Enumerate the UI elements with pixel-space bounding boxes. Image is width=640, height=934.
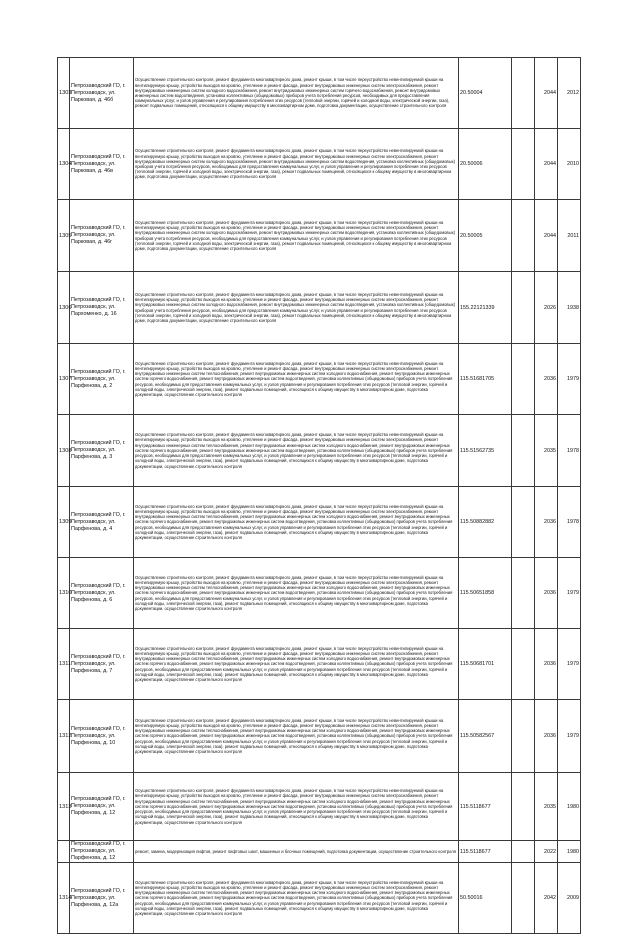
table-row (58, 863, 581, 934)
works-cell: Осуществление строительного контроля, ремонт фундамента многоквартирного дома, ремонт крыши, в том числе переустройство невентилируемой крыши на вентилируемую крышу, устройство выходов на кровлю, утепление и ремонт фасада, ремонт внутридомовых инженерных систем электроснабжения, ремонт внутридомовых инженерных систем теплоснабжения, ремонт внутридомовых инженерных систем холодного водоснабжения, ремонт внутридомовых инженерных систем горячего водоснабжения, ремонт внутридомовых инженерных систем водоотведения, установка коллективных (общедомовых) приборов учета потребления ресурсов, необходимых для предоставления коммунальных услуг, и узлов управления и регулирования потребления этих ресурсов (тепловой энергии, горячей и холодной воды, электрической энергии, газа), ремонт подвальных помещений, относящихся к общему имуществу в многоквартирном доме, подготовка документации, осуществление строительного контроля (134, 773, 459, 841)
area-cell: 115.50681701 (459, 629, 512, 700)
address-cell: Петрозаводский ГО, г. Петрозаводск, ул. Парфенова, д. 4 (70, 487, 134, 558)
build-year-cell: 1980 (558, 841, 581, 863)
register-table (57, 57, 581, 934)
row-number: 1310 (58, 558, 70, 629)
address-cell: Петрозаводский ГО, г. Петрозаводск, ул. Парфенова, д. 2 (70, 344, 134, 415)
area-cell: 115.50582567 (459, 700, 512, 773)
planned-year-cell: 2035 (535, 415, 558, 487)
area-cell: 155.22121339 (459, 272, 512, 344)
table-row (58, 415, 581, 487)
address-cell: Петрозаводский ГО, г. Петрозаводск, ул. Парфенова, д. 7 (70, 629, 134, 700)
area-cell: 20.50005 (459, 200, 512, 272)
address-cell: Петрозаводский ГО, г. Петрозаводск, ул. Парфенова, д. 10 (70, 700, 134, 773)
row-number (58, 841, 70, 863)
address-cell: Петрозаводский ГО, г. Петрозаводск, ул. Парфенова, д. 3 (70, 415, 134, 487)
works-cell: ремонт, замена, модернизация лифтов, ремонт лифтовых шахт, машинных и блочных помещений, подготовка документации, осуществление строительного контроля (134, 841, 459, 863)
planned-year-cell: 2035 (535, 773, 558, 841)
row-number: 1313 (58, 773, 70, 841)
table-row (58, 272, 581, 344)
planned-year-cell: 2036 (535, 558, 558, 629)
table-row (58, 129, 581, 200)
planned-year-cell: 2036 (535, 344, 558, 415)
planned-year-cell: 2044 (535, 200, 558, 272)
address-cell: Петрозаводский ГО, г. Петрозаводск, ул. Парфенова, д. 12а (70, 863, 134, 934)
empty-cell (512, 344, 535, 415)
works-cell: Осуществление строительного контроля, ремонт фундамента многоквартирного дома, ремонт крыши, в том числе переустройство невентилируемой крыши на вентилируемую крышу, устройство выходов на кровлю, утепление и ремонт фасада, ремонт внутридомовых инженерных систем электроснабжения, ремонт внутридомовых инженерных систем холодного водоснабжения, ремонт внутридомовых инженерных систем водоотведения, установка коллективных (общедомовых) приборов учета потребления ресурсов, необходимых для предоставления коммунальных услуг, и узлов управления и регулирования потребления этих ресурсов (тепловой энергии, горячей и холодной воды, электрической энергии, газа), ремонт подвальных помещений, относящихся к общему имуществу в многоквартирном доме, подготовка документации, осуществление строительного контроля (134, 272, 459, 344)
build-year-cell: 1980 (558, 773, 581, 841)
row-number: 1309 (58, 487, 70, 558)
table-row (58, 841, 581, 863)
works-cell: Осуществление строительного контроля, ремонт фундамента многоквартирного дома, ремонт крыши, в том числе переустройство невентилируемой крыши на вентилируемую крышу, устройство выходов на кровлю, утепление и ремонт фасада, ремонт внутридомовых инженерных систем электроснабжения, ремонт внутридомовых инженерных систем теплоснабжения, ремонт внутридомовых инженерных систем холодного водоснабжения, ремонт внутридомовых инженерных систем горячего водоснабжения, ремонт внутридомовых инженерных систем водоотведения, установка коллективных (общедомовых) приборов учета потребления ресурсов, необходимых для предоставления коммунальных услуг, и узлов управления и регулирования потребления этих ресурсов (тепловой энергии, горячей и холодной воды, электрической энергии, газа), ремонт подвальных помещений, относящихся к общему имуществу в многоквартирном доме, подготовка документации, осуществление строительного контроля (134, 487, 459, 558)
works-cell: Осуществление строительного контроля, ремонт фундамента многоквартирного дома, ремонт крыши, в том числе переустройство невентилируемой крыши на вентилируемую крышу, устройство выходов на кровлю, утепление и ремонт фасада, ремонт внутридомовых инженерных систем электроснабжения, ремонт внутридомовых инженерных систем теплоснабжения, ремонт внутридомовых инженерных систем холодного водоснабжения, ремонт внутридомовых инженерных систем горячего водоснабжения, ремонт внутридомовых инженерных систем водоотведения, установка коллективных (общедомовых) приборов учета потребления ресурсов, необходимых для предоставления коммунальных услуг, и узлов управления и регулирования потребления этих ресурсов (тепловой энергии, горячей и холодной воды, электрической энергии, газа), ремонт подвальных помещений, относящихся к общему имуществу в многоквартирном доме, подготовка документации, осуществление строительного контроля (134, 344, 459, 415)
table-row (58, 58, 581, 129)
empty-cell (512, 58, 535, 129)
build-year-cell: 2012 (558, 58, 581, 129)
empty-cell (512, 129, 535, 200)
planned-year-cell: 2022 (535, 841, 558, 863)
area-cell: 115.51681705 (459, 344, 512, 415)
area-cell: 115.5118677 (459, 841, 512, 863)
row-number: 1311 (58, 629, 70, 700)
table-row (58, 344, 581, 415)
planned-year-cell: 2036 (535, 629, 558, 700)
area-cell: 20.50004 (459, 58, 512, 129)
works-cell: Осуществление строительного контроля, ремонт фундамента многоквартирного дома, ремонт крыши, в том числе переустройство невентилируемой крыши на вентилируемую крышу, устройство выходов на кровлю, утепление и ремонт фасада, ремонт внутридомовых инженерных систем электроснабжения, ремонт внутридомовых инженерных систем теплоснабжения, ремонт внутридомовых инженерных систем холодного водоснабжения, ремонт внутридомовых инженерных систем горячего водоснабжения, ремонт внутридомовых инженерных систем водоотведения, установка коллективных (общедомовых) приборов учета потребления ресурсов, необходимых для предоставления коммунальных услуг, и узлов управления и регулирования потребления этих ресурсов (тепловой энергии, горячей и холодной воды, электрической энергии, газа), ремонт подвальных помещений, относящихся к общему имуществу в многоквартирном доме, подготовка документации, осуществление строительного контроля (134, 415, 459, 487)
row-number: 1304 (58, 129, 70, 200)
row-number: 1308 (58, 415, 70, 487)
empty-cell (512, 487, 535, 558)
works-cell: Осуществление строительного контроля, ремонт фундамента многоквартирного дома, ремонт крыши, в том числе переустройство невентилируемой крыши на вентилируемую крышу, устройство выходов на кровлю, утепление и ремонт фасада, ремонт внутридомовых инженерных систем электроснабжения, ремонт внутридомовых инженерных систем теплоснабжения, ремонт внутридомовых инженерных систем холодного водоснабжения, ремонт внутридомовых инженерных систем горячего водоснабжения, ремонт внутридомовых инженерных систем водоотведения, установка коллективных (общедомовых) приборов учета потребления ресурсов, необходимых для предоставления коммунальных услуг, и узлов управления и регулирования потребления этих ресурсов (тепловой энергии, горячей и холодной воды, электрической энергии, газа), ремонт подвальных помещений, относящихся к общему имуществу в многоквартирном доме, подготовка документации, осуществление строительного контроля (134, 700, 459, 773)
works-cell: Осуществление строительного контроля, ремонт фундамента многоквартирного дома, ремонт крыши, в том числе переустройство невентилируемой крыши на вентилируемую крышу, устройство выходов на кровлю, утепление и ремонт фасада, ремонт внутридомовых инженерных систем электроснабжения, ремонт внутридомовых инженерных систем холодного водоснабжения, ремонт внутридомовых инженерных систем водоотведения, установка коллективных (общедомовых) приборов учета потребления ресурсов, необходимых для предоставления коммунальных услуг, и узлов управления и регулирования потребления этих ресурсов (тепловой энергии, горячей и холодной воды, электрической энергии, газа), ремонт подвальных помещений, относящихся к общему имуществу в многоквартирном доме, подготовка документации, осуществление строительного контроля (134, 200, 459, 272)
address-cell: Петрозаводский ГО, г. Петрозаводск, ул. Парковая, д. 46б (70, 58, 134, 129)
build-year-cell: 1938 (558, 272, 581, 344)
build-year-cell: 1979 (558, 700, 581, 773)
build-year-cell: 2010 (558, 129, 581, 200)
works-cell: Осуществление строительного контроля, ремонт фундамента многоквартирного дома, ремонт крыши, в том числе переустройство невентилируемой крыши на вентилируемую крышу, устройство выходов на кровлю, утепление и ремонт фасада, ремонт внутридомовых инженерных систем электроснабжения, ремонт внутридомовых инженерных систем теплоснабжения, ремонт внутридомовых инженерных систем холодного водоснабжения, ремонт внутридомовых инженерных систем горячего водоснабжения, ремонт внутридомовых инженерных систем водоотведения, установка коллективных (общедомовых) приборов учета потребления ресурсов, необходимых для предоставления коммунальных услуг, и узлов управления и регулирования потребления этих ресурсов (тепловой энергии, горячей и холодной воды, электрической энергии, газа), ремонт подвальных помещений, относящихся к общему имуществу в многоквартирном доме, подготовка документации, осуществление строительного контроля (134, 629, 459, 700)
works-cell: Осуществление строительного контроля, ремонт фундамента многоквартирного дома, ремонт крыши, в том числе переустройство невентилируемой крыши на вентилируемую крышу, устройство выходов на кровлю, утепление и ремонт фасада, ремонт внутридомовых инженерных систем электроснабжения, ремонт внутридомовых инженерных систем холодного водоснабжения, ремонт внутридомовых инженерных систем горячего водоснабжения, ремонт внутридомовых инженерных систем водоотведения, установка коллективных (общедомовых) приборов учета потребления ресурсов, необходимых для предоставления коммунальных услуг, и узлов управления и регулирования потребления этих ресурсов (тепловой энергии, горячей и холодной воды, электрической энергии, газа), ремонт подвальных помещений, относящихся к общему имуществу в многоквартирном доме, подготовка документации, осуществление строительного контроля (134, 58, 459, 129)
build-year-cell: 2011 (558, 200, 581, 272)
table-row (58, 773, 581, 841)
build-year-cell: 1978 (558, 415, 581, 487)
planned-year-cell: 2026 (535, 272, 558, 344)
area-cell: 115.50882882 (459, 487, 512, 558)
address-cell: Петрозаводский ГО, г. Петрозаводск, ул. Пархоменко, д. 16 (70, 272, 134, 344)
planned-year-cell: 2044 (535, 129, 558, 200)
empty-cell (512, 200, 535, 272)
table-row (58, 558, 581, 629)
empty-cell (512, 629, 535, 700)
planned-year-cell: 2036 (535, 700, 558, 773)
row-number: 1307 (58, 344, 70, 415)
area-cell: 50.50016 (459, 863, 512, 934)
works-cell: Осуществление строительного контроля, ремонт фундамента многоквартирного дома, ремонт крыши, в том числе переустройство невентилируемой крыши на вентилируемую крышу, устройство выходов на кровлю, утепление и ремонт фасада, ремонт внутридомовых инженерных систем электроснабжения, ремонт внутридомовых инженерных систем теплоснабжения, ремонт внутридомовых инженерных систем холодного водоснабжения, ремонт внутридомовых инженерных систем горячего водоснабжения, ремонт внутридомовых инженерных систем водоотведения, установка коллективных (общедомовых) приборов учета потребления ресурсов, необходимых для предоставления коммунальных услуг, и узлов управления и регулирования потребления этих ресурсов (тепловой энергии, горячей и холодной воды, электрической энергии, газа), ремонт подвальных помещений, относящихся к общему имуществу в многоквартирном доме, подготовка документации, осуществление строительного контроля (134, 863, 459, 934)
row-number: 1312 (58, 700, 70, 773)
table-row (58, 487, 581, 558)
area-cell: 20.50006 (459, 129, 512, 200)
row-number: 1306 (58, 272, 70, 344)
register-table-body (58, 58, 581, 934)
empty-cell (512, 700, 535, 773)
address-cell: Петрозаводский ГО, г. Петрозаводск, ул. Парковая, д. 46г (70, 200, 134, 272)
empty-cell (512, 272, 535, 344)
works-cell: Осуществление строительного контроля, ремонт фундамента многоквартирного дома, ремонт крыши, в том числе переустройство невентилируемой крыши на вентилируемую крышу, устройство выходов на кровлю, утепление и ремонт фасада, ремонт внутридомовых инженерных систем электроснабжения, ремонт внутридомовых инженерных систем теплоснабжения, ремонт внутридомовых инженерных систем холодного водоснабжения, ремонт внутридомовых инженерных систем горячего водоснабжения, ремонт внутридомовых инженерных систем водоотведения, установка коллективных (общедомовых) приборов учета потребления ресурсов, необходимых для предоставления коммунальных услуг, и узлов управления и регулирования потребления этих ресурсов (тепловой энергии, горячей и холодной воды, электрической энергии, газа), ремонт подвальных помещений, относящихся к общему имуществу в многоквартирном доме, подготовка документации, осуществление строительного контроля (134, 558, 459, 629)
row-number: 1305 (58, 200, 70, 272)
planned-year-cell: 2042 (535, 863, 558, 934)
area-cell: 115.50651858 (459, 558, 512, 629)
table-row (58, 629, 581, 700)
empty-cell (512, 841, 535, 863)
build-year-cell: 1978 (558, 487, 581, 558)
table-row (58, 700, 581, 773)
build-year-cell: 1979 (558, 558, 581, 629)
address-cell: Петрозаводский ГО, г. Петрозаводск, ул. Парфенова, д. 12 (70, 841, 134, 863)
works-cell: Осуществление строительного контроля, ремонт фундамента многоквартирного дома, ремонт крыши, в том числе переустройство невентилируемой крыши на вентилируемую крышу, устройство выходов на кровлю, утепление и ремонт фасада, ремонт внутридомовых инженерных систем электроснабжения, ремонт внутридомовых инженерных систем холодного водоснабжения, ремонт внутридомовых инженерных систем водоотведения, установка коллективных (общедомовых) приборов учета потребления ресурсов, необходимых для предоставления коммунальных услуг, и узлов управления и регулирования потребления этих ресурсов (тепловой энергии, горячей и холодной воды, электрической энергии, газа), ремонт подвальных помещений, относящихся к общему имуществу в многоквартирном доме, подготовка документации, осуществление строительного контроля (134, 129, 459, 200)
empty-cell (512, 863, 535, 934)
build-year-cell: 1979 (558, 629, 581, 700)
planned-year-cell: 2044 (535, 58, 558, 129)
empty-cell (512, 558, 535, 629)
area-cell: 115.51562735 (459, 415, 512, 487)
table-row (58, 200, 581, 272)
row-number: 1303 (58, 58, 70, 129)
build-year-cell: 2009 (558, 863, 581, 934)
row-number: 1314 (58, 863, 70, 934)
address-cell: Петрозаводский ГО, г. Петрозаводск, ул. Парфенова, д. 6 (70, 558, 134, 629)
address-cell: Петрозаводский ГО, г. Петрозаводск, ул. Парковая, д. 46в (70, 129, 134, 200)
build-year-cell: 1979 (558, 344, 581, 415)
empty-cell (512, 773, 535, 841)
planned-year-cell: 2036 (535, 487, 558, 558)
address-cell: Петрозаводский ГО, г. Петрозаводск, ул. Парфенова, д. 12 (70, 773, 134, 841)
area-cell: 115.5118677 (459, 773, 512, 841)
empty-cell (512, 415, 535, 487)
